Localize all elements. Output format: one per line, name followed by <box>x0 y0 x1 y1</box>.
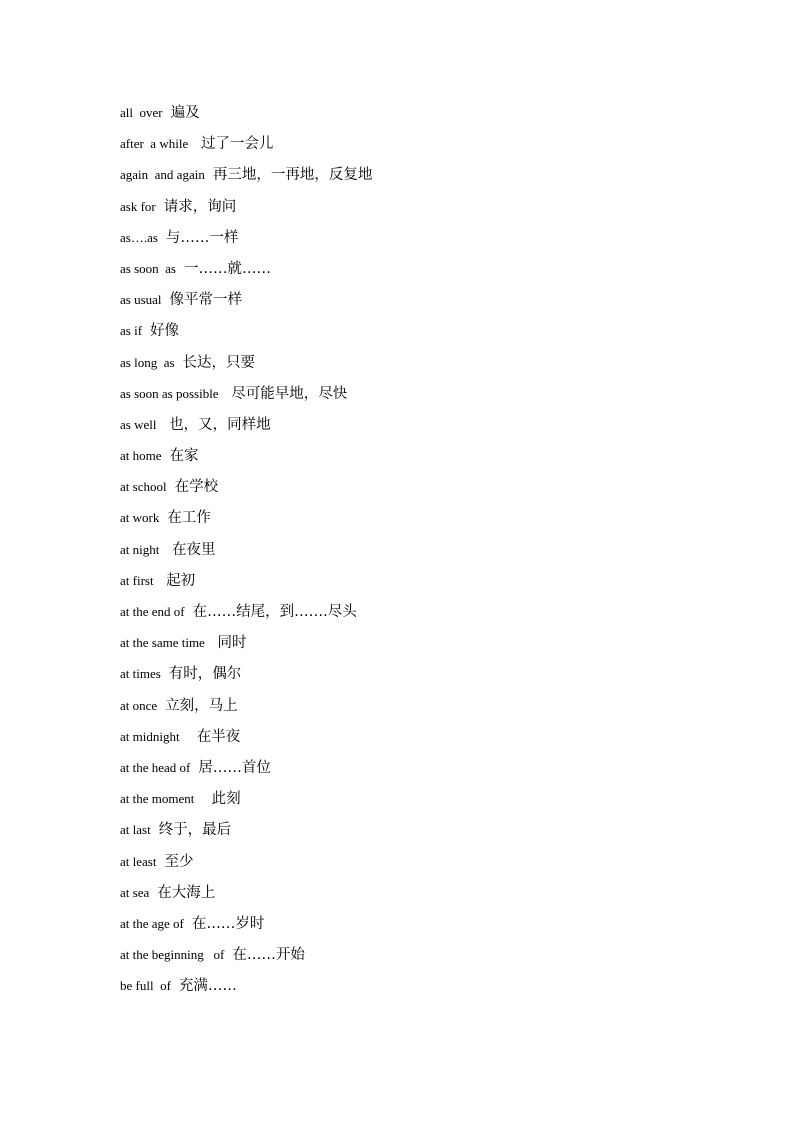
phrase-english: as if <box>120 323 143 339</box>
phrase-english: at work <box>120 510 160 526</box>
phrase-meaning: 在工作 <box>167 510 211 527</box>
phrase-meaning: 此刻 <box>202 791 241 808</box>
phrase-english: at midnight <box>120 728 180 744</box>
phrase-english: at the age of <box>120 915 184 931</box>
phrase-meaning: 同时 <box>212 635 247 652</box>
list-item <box>120 222 372 253</box>
phrase-meaning: 在……开始 <box>232 947 305 964</box>
phrase-meaning: 好像 <box>150 323 180 340</box>
phrase-meaning: 在……结尾，到…….尽头 <box>192 604 357 620</box>
phrase-meaning: 有时，偶尔 <box>168 666 242 683</box>
phrase-english: be full of <box>120 978 171 994</box>
list-item <box>120 191 372 222</box>
list-item <box>120 752 372 783</box>
list-item <box>120 970 372 1001</box>
phrase-english: at times <box>120 666 161 682</box>
list-item <box>120 565 372 596</box>
list-item <box>120 877 372 908</box>
list-item <box>120 159 372 190</box>
phrase-meaning: 在夜里 <box>167 541 216 558</box>
phrase-english: all over <box>120 105 163 120</box>
list-item <box>120 440 372 471</box>
phrase-english: ask for <box>120 198 156 214</box>
list-item <box>120 284 372 315</box>
phrase-meaning: 在……岁时 <box>191 915 265 932</box>
phrase-meaning: 充满…… <box>178 978 237 995</box>
phrase-english: as usual <box>120 292 162 308</box>
phrase-english: at the moment <box>120 791 195 807</box>
phrase-english: after a while <box>120 136 189 152</box>
list-item <box>120 814 372 845</box>
list-item <box>120 658 372 689</box>
list-item <box>120 534 372 565</box>
phrase-english: at the same time <box>120 635 205 651</box>
list-item <box>120 908 372 939</box>
list-item <box>120 721 372 752</box>
phrase-meaning: 一……就…… <box>183 260 271 277</box>
phrase-english: at night <box>120 541 160 557</box>
list-item <box>120 627 372 658</box>
phrase-english: as soon as <box>120 260 176 276</box>
phrase-meaning: 长达，只要 <box>182 354 256 371</box>
list-item <box>120 846 372 877</box>
list-item <box>120 97 372 128</box>
phrase-english: as long as <box>120 354 175 370</box>
phrase-english: again and again <box>120 167 205 183</box>
phrase-meaning: 在大海上 <box>157 884 216 901</box>
phrase-meaning: 立刻，马上 <box>165 697 238 714</box>
phrase-english: as….as <box>120 229 158 245</box>
phrase-meaning: 在学校 <box>174 479 219 496</box>
list-item <box>120 315 372 346</box>
phrase-english: as soon as possible <box>120 385 219 401</box>
phrase-meaning: 在半夜 <box>187 728 241 745</box>
phrase-english: at once <box>120 697 158 713</box>
list-item <box>120 502 372 533</box>
phrase-meaning: 在家 <box>169 448 199 465</box>
phrase-meaning: 起初 <box>161 572 196 589</box>
phrase-english: at the beginning of <box>120 947 225 963</box>
phrase-meaning: 也，又，同样地 <box>164 416 271 433</box>
phrase-meaning: 过了一会儿 <box>196 136 274 153</box>
list-item <box>120 409 372 440</box>
list-item <box>120 471 372 502</box>
phrase-english: at school <box>120 479 167 495</box>
phrase-meaning: 与……一样 <box>165 229 239 246</box>
list-item <box>120 596 372 627</box>
list-item <box>120 783 372 814</box>
phrase-meaning: 请求，询问 <box>163 198 237 215</box>
phrase-list <box>120 97 372 1001</box>
list-item <box>120 939 372 970</box>
phrase-english: at first <box>120 572 154 588</box>
phrase-english: at the end of <box>120 604 185 619</box>
list-item <box>120 253 372 284</box>
phrase-meaning: 居……首位 <box>198 759 271 776</box>
phrase-meaning: 终于，最后 <box>158 822 232 839</box>
phrase-english: at the head of <box>120 759 191 775</box>
list-item <box>120 378 372 409</box>
phrase-english: at sea <box>120 884 150 900</box>
phrase-meaning: 像平常一样 <box>169 292 243 309</box>
phrase-meaning: 尽可能早地，尽快 <box>226 385 348 402</box>
phrase-english: at last <box>120 822 151 838</box>
list-item <box>120 690 372 721</box>
phrase-english: as well <box>120 416 157 432</box>
phrase-meaning: 再三地，一再地，反复地 <box>212 167 373 184</box>
list-item <box>120 347 372 378</box>
phrase-english: at home <box>120 448 162 464</box>
phrase-english: at least <box>120 853 157 869</box>
list-item <box>120 128 372 159</box>
phrase-meaning: 遍及 <box>170 105 200 121</box>
phrase-meaning: 至少 <box>164 853 194 870</box>
